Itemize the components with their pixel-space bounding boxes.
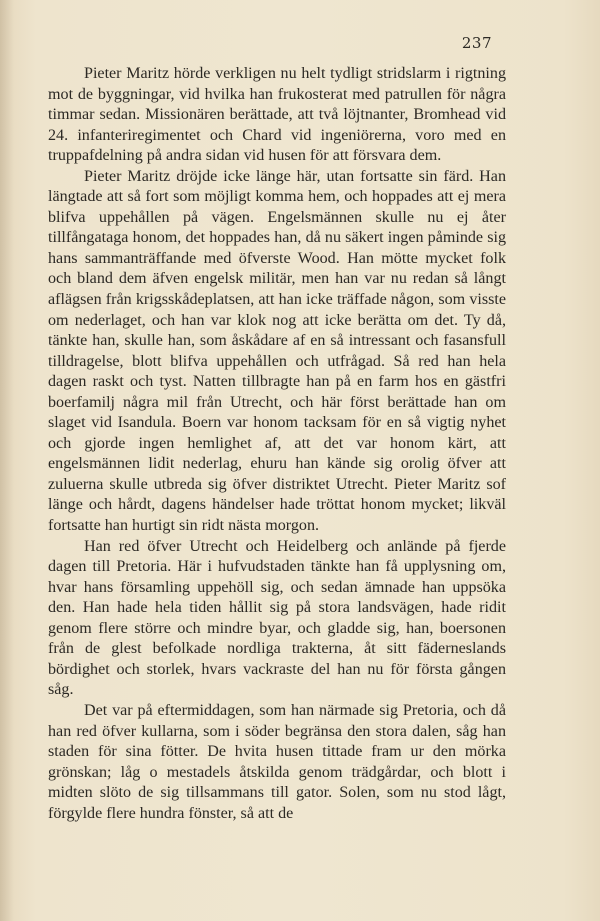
paragraph-3: Han red öfver Utrecht och Heidelberg och anlände på fjerde dagen till Pretoria. Här i hufvudstaden tänkte han få upplysning om, hvar hans församling uppehöll sig, och sedan ämnade han uppsöka den. Han hade hela tiden hållit sig på stora landsvägen, hade ridit genom flere större och mindre byar, och gladde sig, han, boersonen från de glest befolkade nordliga trakterna, åt sitt fäderneslands bördighet och storlek, hvars vackraste del han nu för första gången såg. xyxy=(48,537,506,699)
body-text xyxy=(48,64,506,824)
paragraph-1: Pieter Maritz hörde verkligen nu helt tydligt stridslarm i rigtning mot de byggningar, vid hvilka han frukosterat med patrullen för några timmar sedan. Missionären berättade, att två löjtnanter, Bromhead vid 24. infanteriregimentet och Chard vid ingeniörerna, voro med en truppafdelning på andra sidan vid husen för att försvara dem. xyxy=(48,65,506,165)
page-number: 237 xyxy=(461,34,492,52)
paragraph-4: Det var på eftermiddagen, som han närmade sig Pretoria, och då han red öfver kullarna, som i söder begränsa den stora dalen, såg han staden för sina fötter. De hvita husen tittade fram ur den mörka grönskan; låg o mestadels åtskilda genom trädgårdar, och blott i midten slöto de sig tillsammans till gator. Solen, som nu stod lågt, förgylde flere hundra fönster, så att de xyxy=(48,701,506,822)
paragraph-2: Pieter Maritz dröjde icke länge här, utan fortsatte sin färd. Han längtade att så fort som möjligt komma hem, och hoppades att ej mera blifva uppehållen på vägen. Engelsmännen skulle nu ej åter tillfångataga honom, det hoppades han, då nu säkert ingen påminde sig hans sammanträffande med öfverste Wood. Han mötte mycket folk och bland dem äfven engelsk militär, men han var nu redan så långt aflägsen från krigsskådeplatsen, att han icke träffade någon, som visste om nederlaget, och han var klok nog att icke berätta om det. Ty då, tänkte han, skulle han, som åskådare af en så intressant och fasansfull tilldragelse, blott blifva uppehållen och utfrågad. Så red han hela dagen raskt och tyst. Natten tillbragte han på en farm hos en gästfri boerfamilj några mil från Utrecht, och här först berättade han om slaget vid Isandula. Boern var honom tacksam för en så vigtig nyhet och gjorde ingen hemlighet af, att det var honom kärt, att engelsmännen lidit nederlag, ehuru han kände sig orolig öfver att zuluerna skulle utbreda sig öfver distriktet Utrecht. Pieter Maritz sof länge och hårdt, dagens händelser hade tröttat honom mycket; likväl fortsatte han hurtigt sin ridt nästa morgon. xyxy=(48,167,506,535)
binding-shadow xyxy=(0,0,14,921)
